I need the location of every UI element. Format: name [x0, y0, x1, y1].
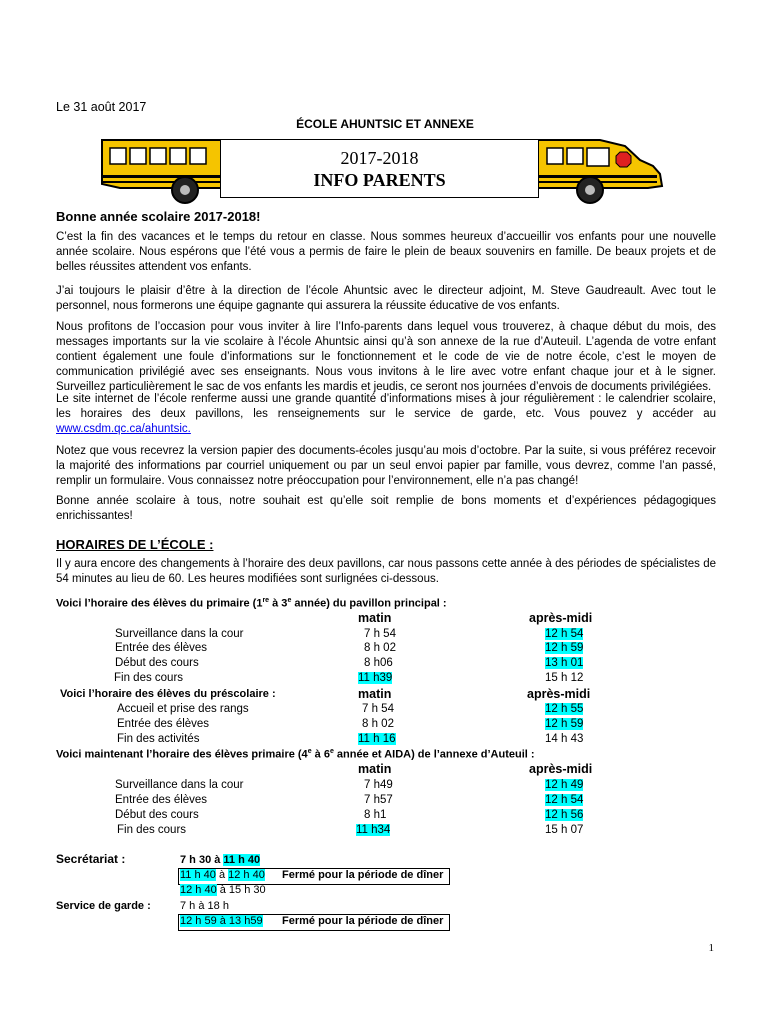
- row-label: Fin des cours: [114, 672, 184, 684]
- col-apres-midi: après-midi: [527, 687, 591, 701]
- row-apres: 12 h 56: [545, 809, 584, 821]
- horaires-intro: Il y aura encore des changements à l’horaire des deux pavillons, car nous passons cette année à des périodes de spécialistes de 54 minutes au lieu de 60. Les heures modifiées sont surlignées ci-dessous.: [56, 558, 716, 585]
- paragraph-paper-version: Notez que vous recevrez la version papier des documents-écoles jusqu’au mois d’octobre. Par la suite, si vous préférez recevoir la majorité des informations par courriel uniquement ou par un seul envoi papier par famille, vous devrez, comme l’an passé, remplir un formulaire. Vous connaissez notre préoccupation pour l’environnement, elle n’a pas changé!: [56, 445, 716, 487]
- row-matin: 8 h06: [364, 657, 393, 669]
- row-label: Début des cours: [115, 657, 199, 669]
- secretariat-lunch-note: Fermé pour la période de dîner: [282, 869, 444, 881]
- row-matin: 7 h 54: [362, 703, 394, 715]
- row-label: Entrée des élèves: [115, 642, 208, 654]
- annexe-title: Voici maintenant l’horaire des élèves primaire (4e à 6e année et AIDA) de l’annexe d’Auteuil :: [56, 748, 535, 761]
- row-label: Surveillance dans la cour: [115, 628, 244, 640]
- horaires-heading: HORAIRES DE L’ÉCOLE :: [56, 537, 214, 552]
- row-matin: 7 h57: [364, 794, 393, 806]
- secretariat-hours-3: 12 h 40 à 15 h 30: [180, 884, 266, 896]
- row-matin: 8 h 02: [362, 718, 394, 730]
- row-label: Entrée des élèves: [115, 794, 208, 806]
- row-apres: 15 h 12: [545, 672, 584, 684]
- row-apres: 14 h 43: [545, 733, 584, 745]
- row-label: Début des cours: [115, 809, 199, 821]
- row-apres: 15 h 07: [545, 824, 584, 836]
- row-matin: 11 h 16: [358, 733, 396, 745]
- secretariat-label: Secrétariat :: [56, 852, 126, 866]
- secretariat-hours-2: 11 h 40 à 12 h 40: [180, 869, 265, 881]
- col-apres-midi: après-midi: [529, 762, 593, 776]
- greeting-heading: Bonne année scolaire 2017-2018!: [56, 209, 261, 224]
- secretariat-hours-1: 7 h 30 à 11 h 40: [180, 854, 261, 866]
- website-text: Le site internet de l’école renferme aussi une grande quantité d’informations mises à jour régulièrement : le calendrier scolaire, les horaires des deux pavillons, les renseignements sur le service de garde, etc. Vous pouvez y accéder au: [56, 393, 716, 420]
- website-link[interactable]: www.csdm.qc.ca/ahuntsic.: [56, 423, 191, 435]
- row-matin: 8 h 02: [364, 642, 396, 654]
- paragraph-closing: Bonne année scolaire à tous, notre souhait est qu’elle soit remplie de bons moments et d’expériences pédagogiques enrichissantes!: [56, 495, 716, 522]
- paragraph-info-parents: Nous profitons de l’occasion pour vous inviter à lire l’Info-parents dans lequel vous trouverez, à chaque début du mois, des messages importants sur la vie scolaire à l’école Ahuntsic ainsi qu’à son annexe de la rue d’Auteuil. L’agenda de votre enfant contient également une foule d’informations sur le fonctionnement et le code de vie de notre école, c’est le moyen de communication privilégié avec ses enseignants. Nous vous invitons à le lire avec votre enfant chaque jour et à le signer. Surveillez particulièrement le sac de vos enfants les mardis et jeudis, ce seront nos journées d’envois de documents privilégiées.: [56, 321, 716, 393]
- row-apres: 12 h 59: [545, 642, 584, 654]
- school-name: ÉCOLE AHUNTSIC ET ANNEXE: [296, 117, 474, 131]
- row-apres: 12 h 54: [545, 628, 584, 640]
- row-label: Accueil et prise des rangs: [117, 703, 249, 715]
- col-matin: matin: [358, 762, 392, 776]
- primaire-title: Voici l’horaire des élèves du primaire (1re à 3e année) du pavillon principal :: [56, 597, 447, 610]
- col-apres-midi: après-midi: [529, 611, 593, 625]
- row-apres: 12 h 54: [545, 794, 584, 806]
- col-matin: matin: [358, 611, 392, 625]
- service-garde-lunch-hours: 12 h 59 à 13 h59: [180, 915, 263, 927]
- row-label: Fin des activités: [117, 733, 200, 745]
- row-label: Entrée des élèves: [117, 718, 210, 730]
- paragraph-direction: J’ai toujours le plaisir d’être à la direction de l’école Ahuntsic avec le directeur adjoint, M. Steve Gaudreault. Avec tout le personnel, nous formerons une équipe gagnante qui assurera la réussite éducative de vos enfants.: [56, 285, 716, 312]
- row-apres: 12 h 49: [545, 779, 584, 791]
- service-garde-lunch-note: Fermé pour la période de dîner: [282, 915, 444, 927]
- prescolaire-title: Voici l’horaire des élèves du préscolaire :: [60, 688, 276, 700]
- paragraph-intro: C’est la fin des vacances et le temps du retour en classe. Nous sommes heureux d’accueillir vos enfants pour une nouvelle année scolaire. Nous espérons que l’été vous a permis de faire le plein de beaux souvenirs en famille. De beaux projets et de belles réussites attendent vos enfants.: [56, 231, 716, 273]
- banner-title: INFO PARENTS: [313, 170, 446, 190]
- banner-year: 2017-2018: [340, 148, 419, 168]
- row-label: Fin des cours: [117, 824, 187, 836]
- service-garde-hours: 7 h à 18 h: [180, 900, 229, 912]
- paragraph-website: [56, 392, 716, 437]
- row-apres: 13 h 01: [545, 657, 584, 669]
- row-matin: 11 h34: [356, 824, 391, 836]
- row-matin: 8 h1: [364, 809, 387, 821]
- row-matin: 11 h39: [358, 672, 393, 684]
- letter-date: Le 31 août 2017: [56, 100, 147, 114]
- row-matin: 7 h49: [364, 779, 393, 791]
- row-apres: 12 h 59: [545, 718, 584, 730]
- service-garde-label: Service de garde :: [56, 900, 151, 912]
- row-matin: 7 h 54: [364, 628, 396, 640]
- page-number: 1: [708, 942, 714, 954]
- row-label: Surveillance dans la cour: [115, 779, 244, 791]
- col-matin: matin: [358, 687, 392, 701]
- info-parents-banner: [220, 139, 539, 198]
- row-apres: 12 h 55: [545, 703, 584, 715]
